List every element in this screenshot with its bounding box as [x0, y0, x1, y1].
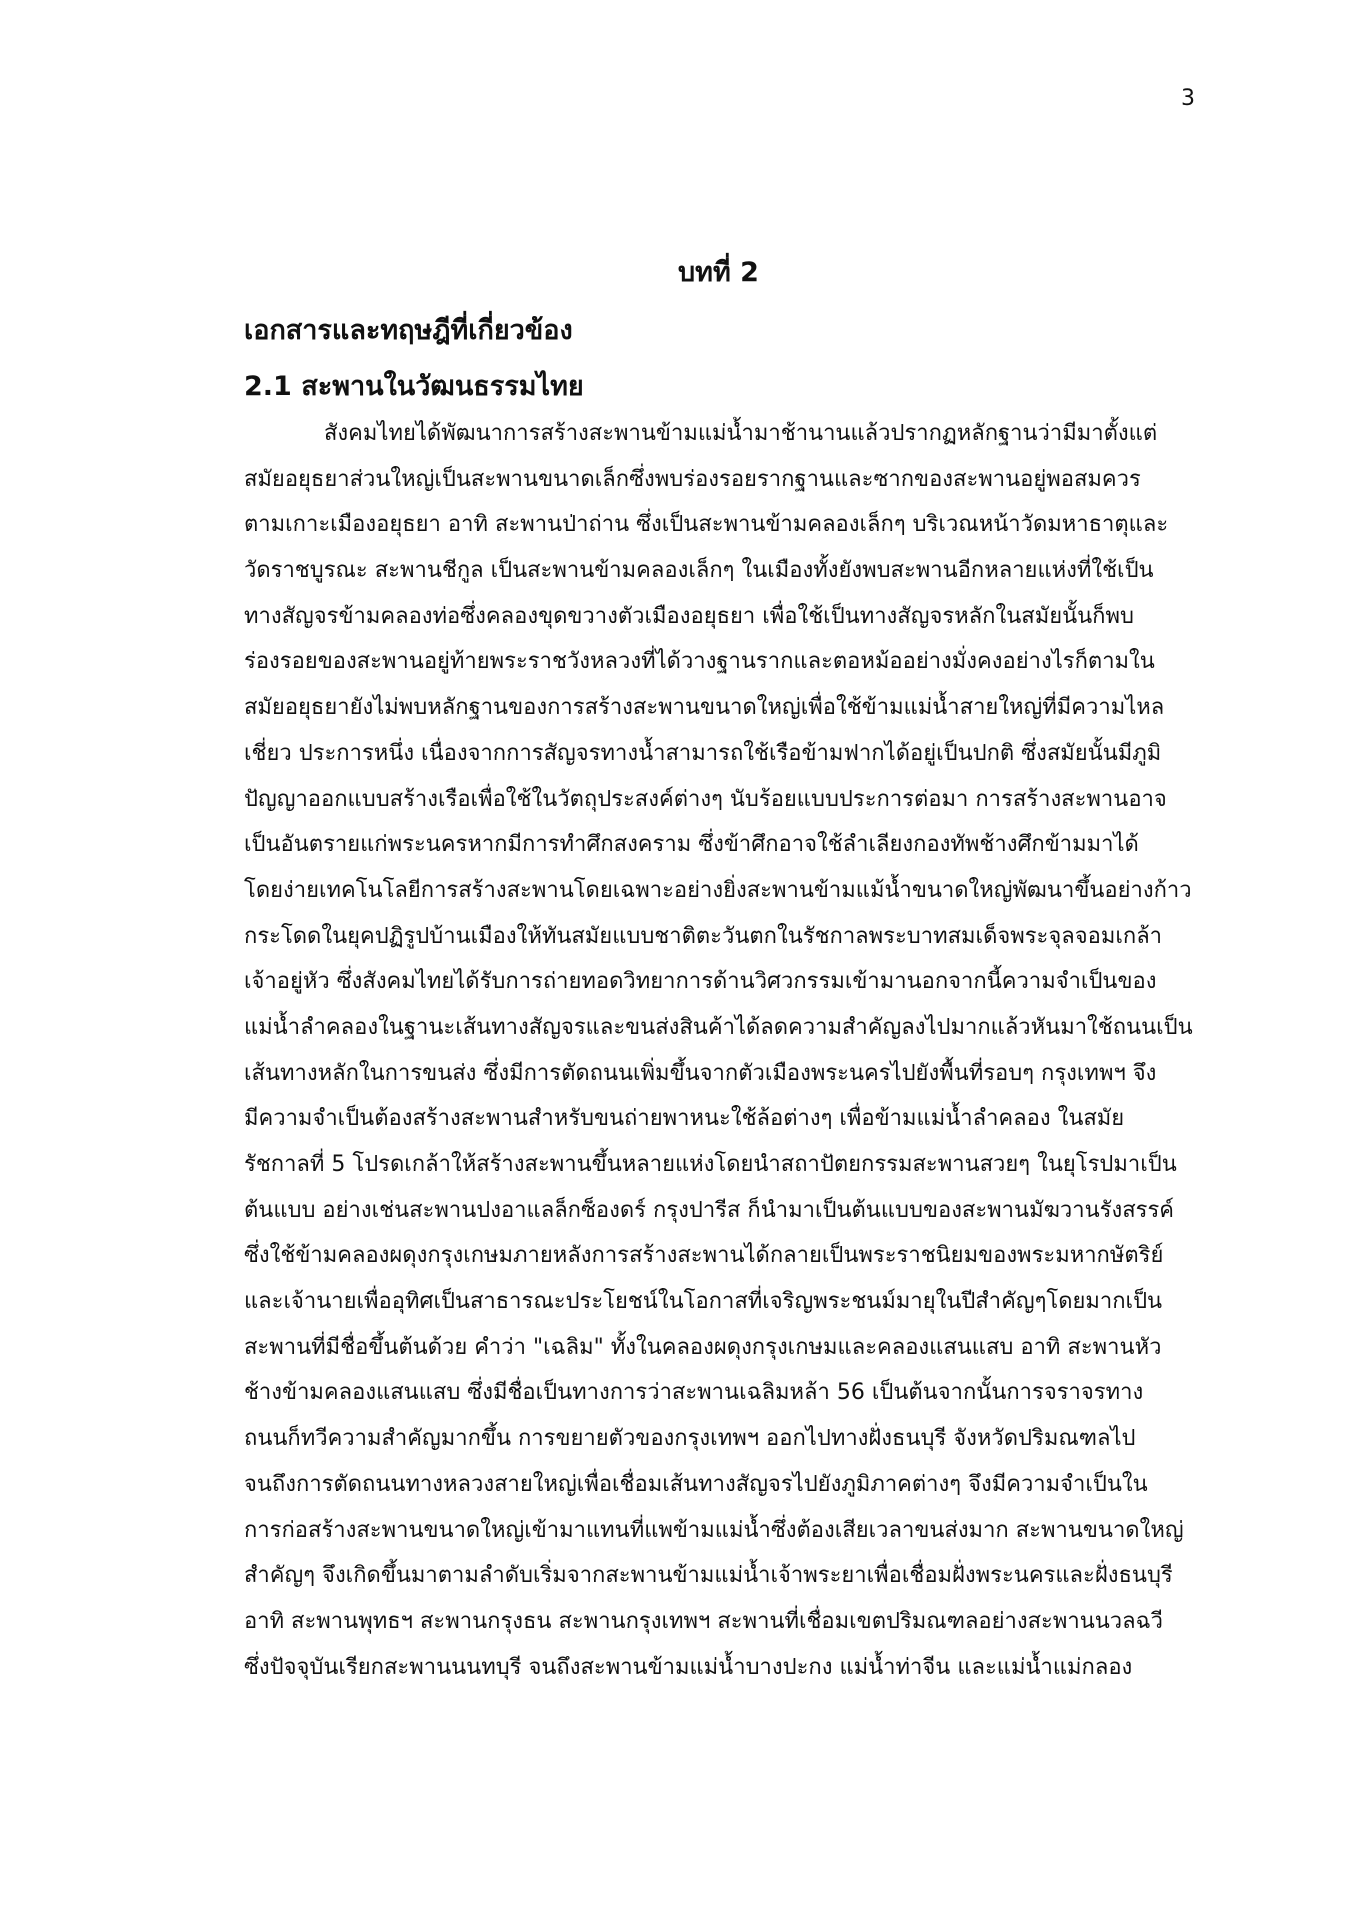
paragraph-line: สะพานที่มีชื่อขึ้นต้นด้วย คำว่า "เฉลิม" ทั้งในคลองผดุงกรุงเกษมและคลองแสนแสบ อาทิ สะพานหัว: [244, 1334, 1162, 1360]
paragraph-line: โดยง่ายเทคโนโลยีการสร้างสะพานโดยเฉพาะอย่างยิ่งสะพานข้ามแม้น้ำขนาดใหญ่พัฒนาขึ้นอย่างก้าว: [244, 877, 1192, 903]
paragraph-line: เส้นทางหลักในการขนส่ง ซึ่งมีการตัดถนนเพิ่มขึ้นจากตัวเมืองพระนครไปยังพื้นที่รอบๆ กรุงเทพฯ จึง: [244, 1060, 1157, 1086]
paragraph-line: ปัญญาออกแบบสร้างเรือเพื่อใช้ในวัตถุประสงค์ต่างๆ นับร้อยแบบประการต่อมา การสร้างสะพานอาจ: [244, 786, 1167, 812]
paragraph-line: และเจ้านายเพื่ออุทิศเป็นสาธารณะประโยชน์ในโอกาสที่เจริญพระชนม์มายุในปีสำคัญๆโดยมากเป็น: [244, 1289, 1163, 1315]
paragraph-line: สมัยอยุธยายังไม่พบหลักฐานของการสร้างสะพานขนาดใหญ่เพื่อใช้ข้ามแม่น้ำสายใหญ่ที่มีความไหล: [244, 695, 1165, 721]
paragraph-line: สังคมไทยได้พัฒนาการสร้างสะพานข้ามแม่น้ำมาช้านานแล้วปรากฏหลักฐานว่ามีมาตั้งแต่: [324, 421, 1158, 446]
paragraph-line: กระโดดในยุคปฏิรูปบ้านเมืองให้ทันสมัยแบบชาติตะวันตกในรัชกาลพระบาทสมเด็จพระจุลจอมเกล้า: [244, 923, 1163, 949]
paragraph-line: การก่อสร้างสะพานขนาดใหญ่เข้ามาแทนที่แพข้ามแม่น้ำซึ่งต้องเสียเวลาขนส่งมาก สะพานขนาดใหญ่: [244, 1517, 1184, 1543]
section-heading: 2.1 สะพานในวัฒนธรรมไทย: [244, 371, 584, 402]
paragraph-line: สมัยอยุธยาส่วนใหญ่เป็นสะพานขนาดเล็กซึ่งพบร่องรอยรากฐานและซากของสะพานอยู่พอสมควร: [244, 466, 1141, 492]
paragraph-line: มีความจำเป็นต้องสร้างสะพานสำหรับขนถ่ายพาหนะใช้ล้อต่างๆ เพื่อข้ามแม่น้ำลำคลอง ในสมัย: [244, 1106, 1125, 1132]
paragraph-line: อาทิ สะพานพุทธฯ สะพานกรุงธน สะพานกรุงเทพฯ สะพานที่เชื่อมเขตปริมณฑลอย่างสะพานนวลฉวี: [244, 1608, 1163, 1634]
paragraph-line: รัชกาลที่ 5 โปรดเกล้าให้สร้างสะพานขึ้นหลายแห่งโดยนำสถาปัตยกรรมสะพานสวยๆ ในยุโรปมาเป็น: [244, 1152, 1177, 1177]
paragraph-line: เป็นอันตรายแก่พระนครหากมีการทำศึกสงคราม ซึ่งข้าศึกอาจใช้ลำเลียงกองทัพช้างศึกข้ามมาได้: [244, 832, 1139, 858]
paragraph-line: ซึ่งปัจจุบันเรียกสะพานนนทบุรี จนถึงสะพานข้ามแม่น้ำบางปะกง แม่น้ำท่าจีน และแม่น้ำแม่กลอง: [244, 1654, 1133, 1680]
page-number: 3: [1181, 86, 1195, 111]
paragraph-line: เชี่ยว ประการหนึ่ง เนื่องจากการสัญจรทางน้ำสามารถใช้เรือข้ามฟากได้อยู่เป็นปกติ ซึ่งสมัยนั้นมีภูมิ: [244, 740, 1162, 766]
paragraph-line: ร่องรอยของสะพานอยู่ท้ายพระราชวังหลวงที่ได้วางฐานรากและตอหม้ออย่างมั่งคงอย่างไรก็ตามใน: [244, 649, 1155, 675]
paragraph-line: แม่น้ำลำคลองในฐานะเส้นทางสัญจรและขนส่งสินค้าได้ลดความสำคัญลงไปมากแล้วหันมาใช้ถนนเป็น: [244, 1014, 1193, 1040]
paragraph-line: ทางสัญจรข้ามคลองท่อซึ่งคลองขุดขวางตัวเมืองอยุธยา เพื่อใช้เป็นทางสัญจรหลักในสมัยนั้นก็พบ: [244, 603, 1134, 629]
paragraph-line: วัดราชบูรณะ สะพานชีกูล เป็นสะพานข้ามคลองเล็กๆ ในเมืองทั้งยังพบสะพานอีกหลายแห่งที่ใช้เป็น: [244, 558, 1154, 584]
paragraph-line: สำคัญๆ จึงเกิดขึ้นมาตามลำดับเริ่มจากสะพานข้ามแม่น้ำเจ้าพระยาเพื่อเชื่อมฝั่งพระนครและฝั่งธนบุรี: [244, 1563, 1173, 1589]
paragraph-line: ถนนก็ทวีความสำคัญมากขึ้น การขยายตัวของกรุงเทพฯ ออกไปทางฝั่งธนบุรี จังหวัดปริมณฑลไป: [244, 1426, 1136, 1452]
paragraph-line: เจ้าอยู่หัว ซึ่งสังคมไทยได้รับการถ่ายทอดวิทยาการด้านวิศวกรรมเข้ามานอกจากนี้ความจำเป็นของ: [244, 969, 1157, 995]
chapter-title: เอกสารและทฤษฎีที่เกี่ยวข้อง: [244, 315, 573, 346]
chapter-number: บทที่ 2: [678, 257, 759, 288]
body-paragraph: [244, 411, 1194, 1690]
paragraph-line: ตามเกาะเมืองอยุธยา อาทิ สะพานป่าถ่าน ซึ่งเป็นสะพานข้ามคลองเล็กๆ บริเวณหน้าวัดมหาธาตุและ: [244, 512, 1169, 538]
paragraph-line: ซึ่งใช้ข้ามคลองผดุงกรุงเกษมภายหลังการสร้างสะพานได้กลายเป็นพระราชนิยมของพระมหากษัตริย์: [244, 1243, 1164, 1269]
paragraph-line: ช้างข้ามคลองแสนแสบ ซึ่งมีชื่อเป็นทางการว่าสะพานเฉลิมหล้า 56 เป็นต้นจากนั้นการจราจรทาง: [244, 1380, 1144, 1406]
paragraph-line: จนถึงการตัดถนนทางหลวงสายใหญ่เพื่อเชื่อมเส้นทางสัญจรไปยังภูมิภาคต่างๆ จึงมีความจำเป็นใน: [244, 1471, 1148, 1497]
paragraph-line: ต้นแบบ อย่างเช่นสะพานปงอาแลล็กซ็องดร์ กรุงปารีส ก็นำมาเป็นต้นแบบของสะพานมัฆวานรังสรรค์: [244, 1197, 1174, 1223]
